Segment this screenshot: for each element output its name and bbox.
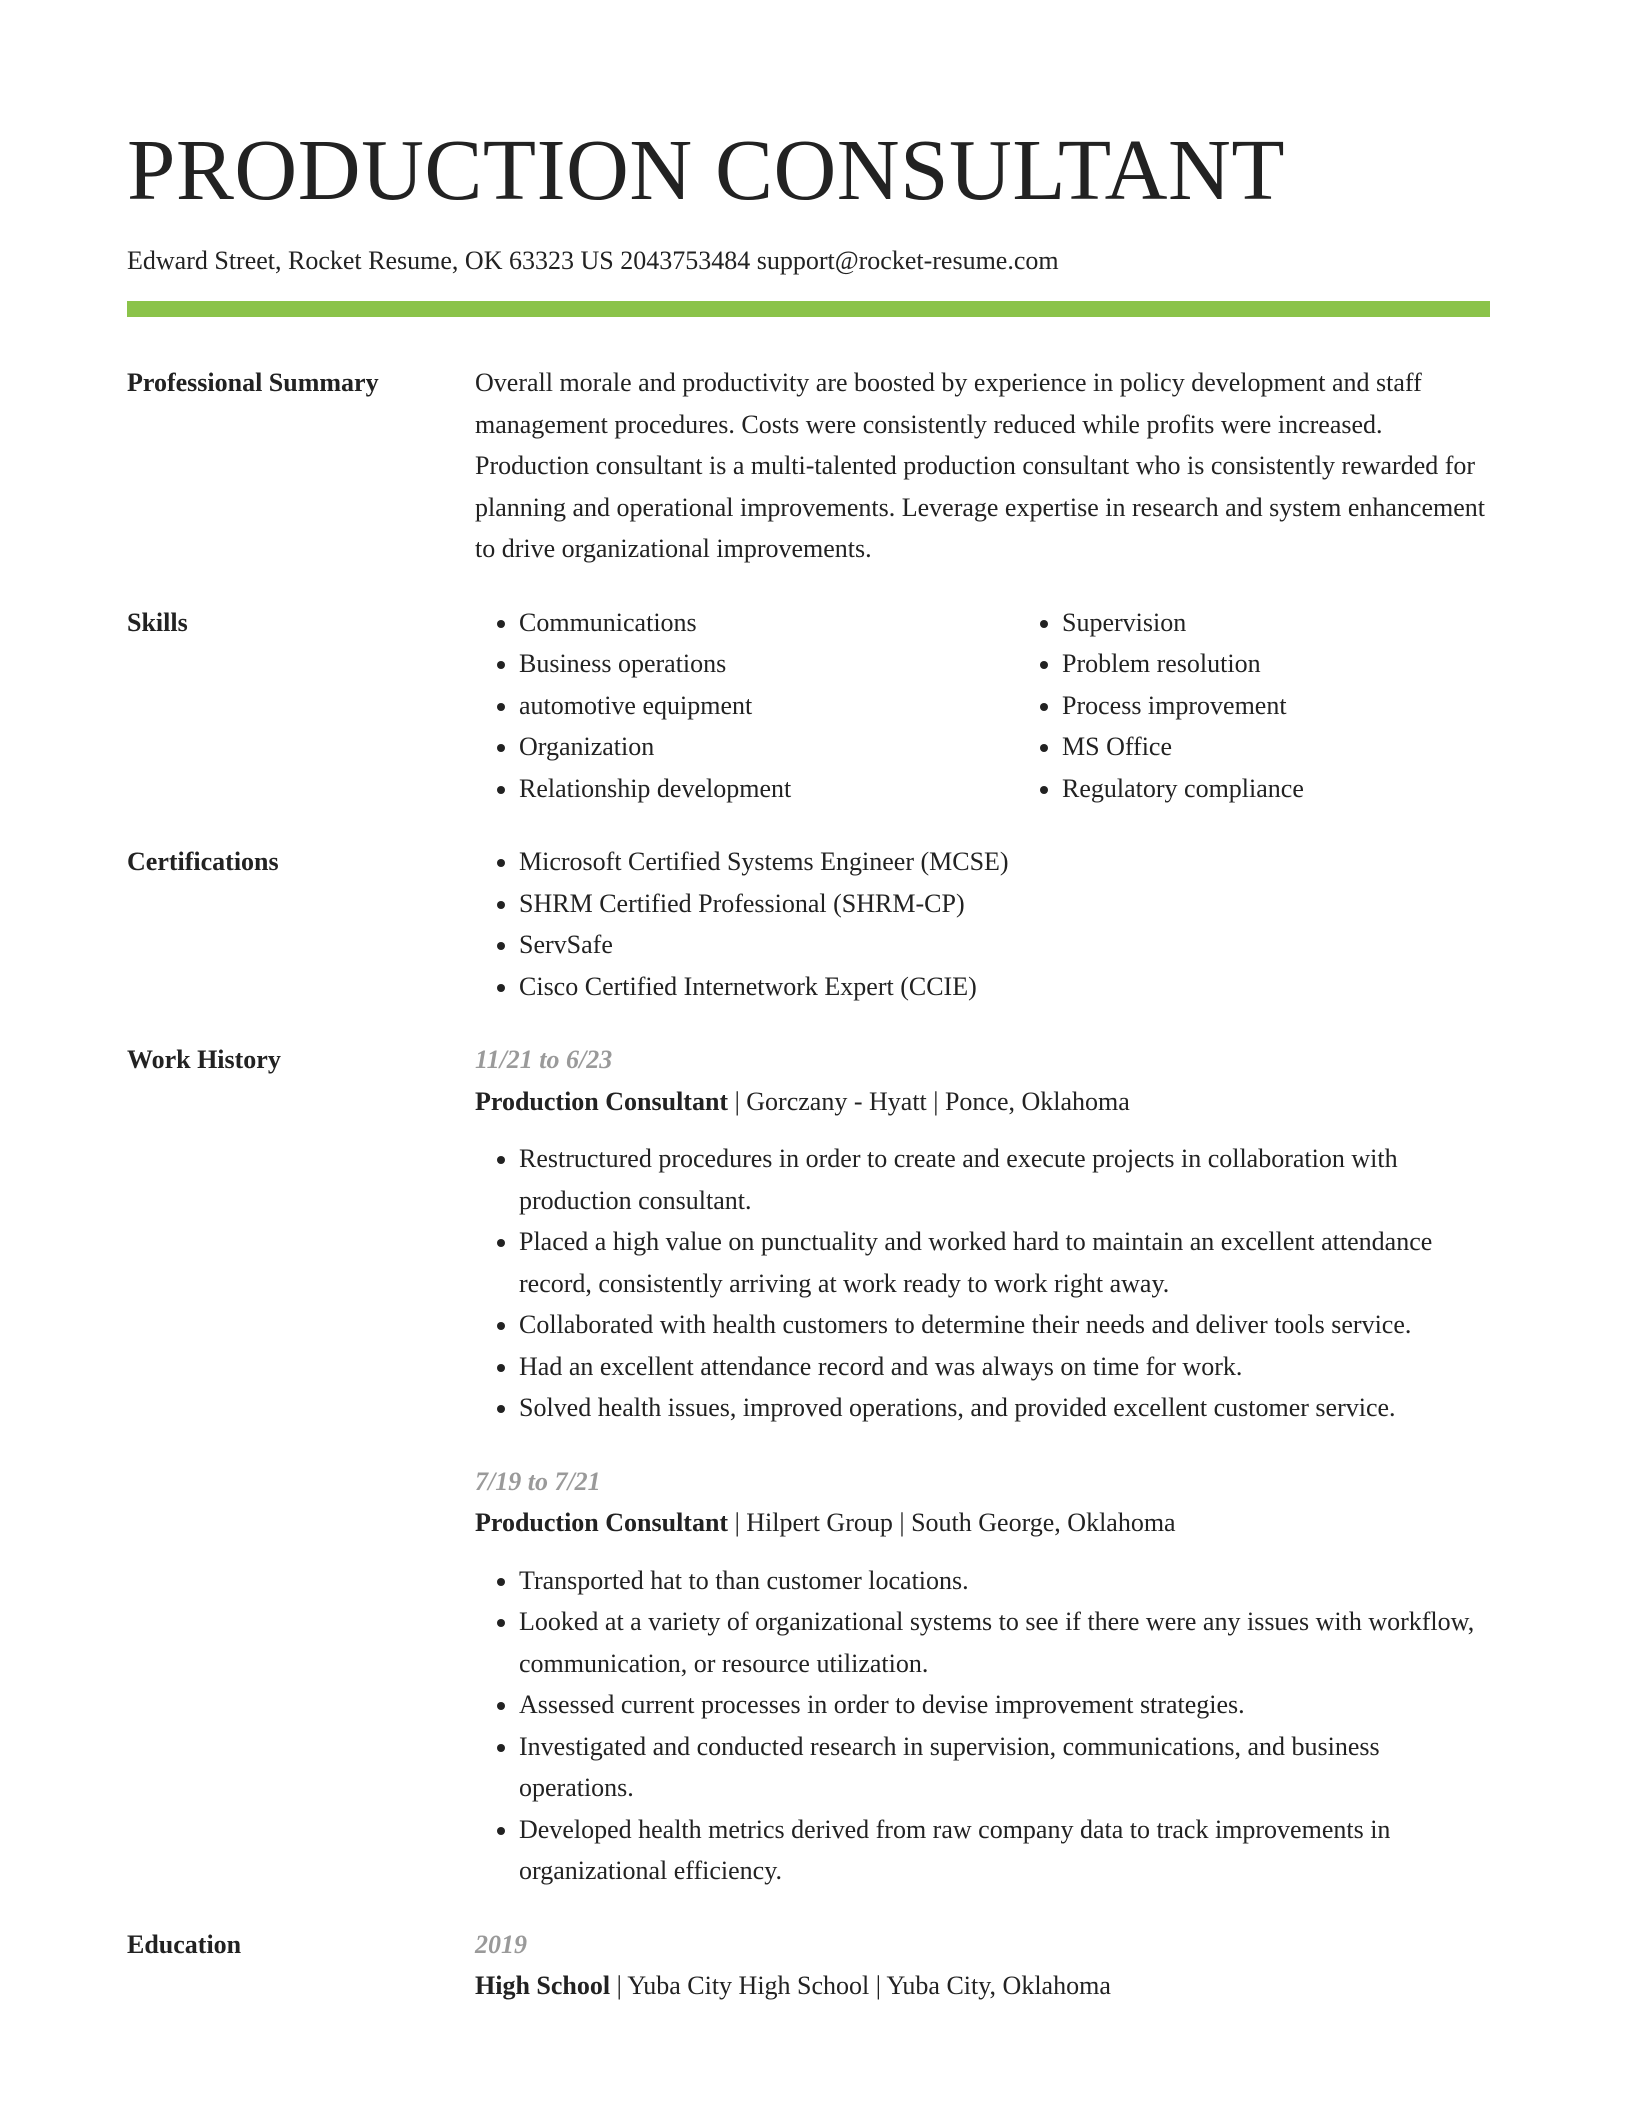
skill-item: • Problem resolution <box>1062 643 1561 685</box>
job-bullet: • Restructured procedures in order to create and execute projects in collaboration with production consultant. <box>519 1138 1490 1221</box>
job-title: Production Consultant <box>475 1086 729 1116</box>
skill-item: • Supervision <box>1062 602 1561 644</box>
contact-address: Edward Street, Rocket Resume, OK 63323 US <box>127 246 614 275</box>
job-bullet: • Investigated and conducted research in supervision, communications, and business operations. <box>519 1726 1490 1809</box>
summary-text: Overall morale and productivity are boosted by experience in policy development and staff management procedures. Costs were consistently reduced while profits were increased. Production consultant is a multi-talented production consultant who is consistently rewarded for planning and operational improvements. Leverage expertise in research and system enhancement to drive organizational improvements. <box>475 368 1486 563</box>
header-divider <box>127 301 1490 317</box>
resume-name: PRODUCTION CONSULTANT <box>127 121 1285 218</box>
work-history-section <box>127 1039 1490 1892</box>
job-bullet: • Transported hat to than customer locations. <box>519 1560 1490 1602</box>
job-heading <box>475 1081 1490 1123</box>
certification-item: • ServSafe <box>519 924 1490 966</box>
skill-item: • Regulatory compliance <box>1062 768 1561 810</box>
job-details: | Gorczany - Hyatt | Ponce, Oklahoma <box>728 1086 1130 1116</box>
skill-item: • Relationship development <box>519 768 1018 810</box>
certification-item: • SHRM Certified Professional (SHRM-CP) <box>519 883 1490 925</box>
skills-columns <box>475 602 1561 810</box>
contact-email: support@rocket-resume.com <box>756 246 1059 275</box>
skill-item: • MS Office <box>1062 726 1561 768</box>
job-title: Production Consultant <box>475 1508 729 1537</box>
job-details: | Hilpert Group | South George, Oklahoma <box>728 1508 1176 1537</box>
certifications-section <box>127 841 1490 1007</box>
certifications-list <box>475 841 1490 1007</box>
education-degree: High School <box>475 1971 611 2000</box>
job-bullets <box>475 1138 1490 1429</box>
job-bullet: • Had an excellent attendance record and was always on time for work. <box>519 1346 1490 1388</box>
skills-section <box>127 602 1490 810</box>
job-heading <box>475 1502 1490 1544</box>
skill-item: • automotive equipment <box>519 685 1018 727</box>
summary-section <box>127 362 1490 570</box>
education-heading <box>475 1965 1490 2007</box>
job-dates: 7/19 to 7/21 <box>475 1466 601 1496</box>
skills-list-right <box>1018 602 1561 810</box>
skills-label: Skills <box>127 607 188 637</box>
skill-item: • Organization <box>519 726 1018 768</box>
resume-page <box>127 0 1490 2007</box>
contact-line <box>127 244 1490 278</box>
certifications-label: Certifications <box>127 847 279 876</box>
education-year: 2019 <box>475 1929 527 1959</box>
work-history-label: Work History <box>127 1045 281 1074</box>
job-bullet: • Assessed current processes in order to devise improvement strategies. <box>519 1684 1490 1726</box>
certification-item: • Cisco Certified Internetwork Expert (CCIE) <box>519 966 1490 1008</box>
education-section <box>127 1924 1490 2007</box>
job-entry <box>475 1039 1490 1429</box>
job-dates: 11/21 to 6/23 <box>475 1045 613 1074</box>
contact-phone: 2043753484 <box>620 246 751 275</box>
education-label: Education <box>127 1929 242 1959</box>
job-entry <box>475 1461 1490 1892</box>
skills-list-left <box>475 602 1018 810</box>
job-bullet: • Placed a high value on punctuality and worked hard to maintain an excellent attendance record, consistently arriving at work ready to work right away. <box>519 1221 1490 1304</box>
summary-label: Professional Summary <box>127 368 379 397</box>
certification-item: • Microsoft Certified Systems Engineer (MCSE) <box>519 841 1490 883</box>
education-details: | Yuba City High School | Yuba City, Oklahoma <box>610 1971 1111 2000</box>
job-bullet: • Solved health issues, improved operations, and provided excellent customer service. <box>519 1387 1490 1429</box>
skill-item: • Communications <box>519 602 1018 644</box>
job-bullets <box>475 1560 1490 1892</box>
skill-item: • Business operations <box>519 643 1018 685</box>
skill-item: • Process improvement <box>1062 685 1561 727</box>
job-bullet: • Developed health metrics derived from raw company data to track improvements in organizational efficiency. <box>519 1809 1490 1892</box>
job-bullet: • Looked at a variety of organizational systems to see if there were any issues with workflow, communication, or resource utilization. <box>519 1601 1490 1684</box>
job-bullet: • Collaborated with health customers to determine their needs and deliver tools service. <box>519 1304 1490 1346</box>
